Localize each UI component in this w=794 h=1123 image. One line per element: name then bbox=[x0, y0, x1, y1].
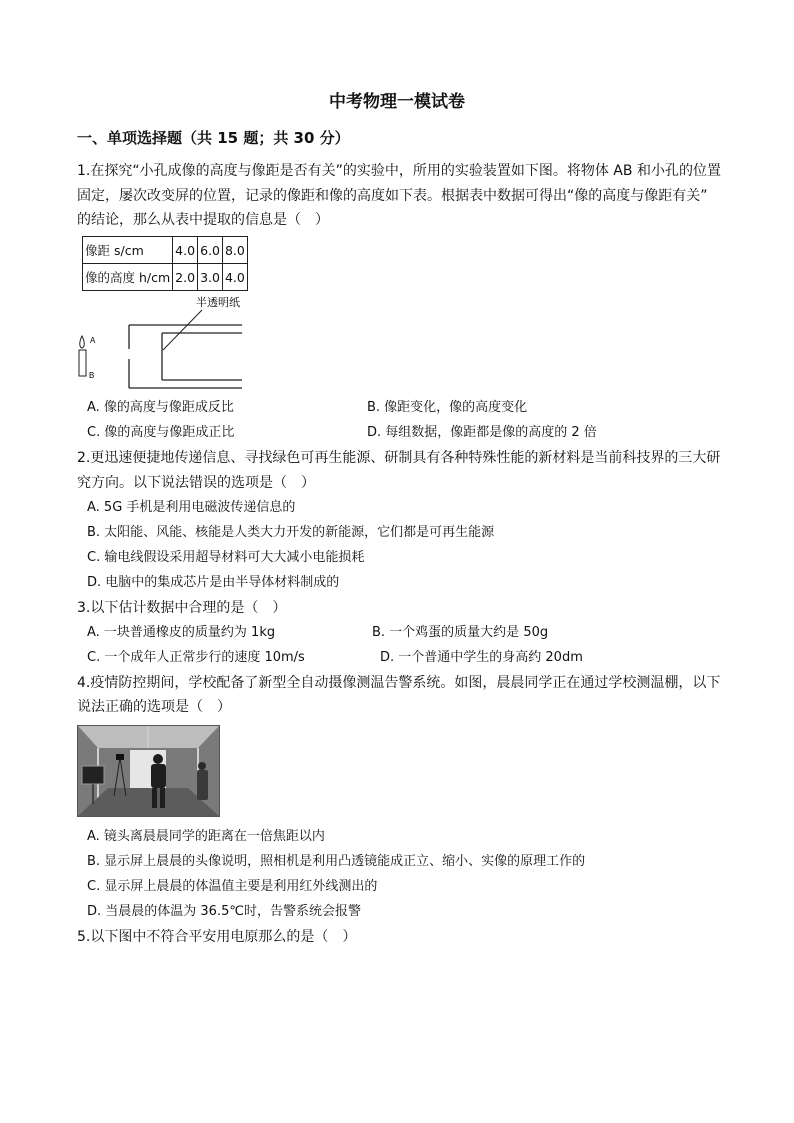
q1-option-d[interactable]: D. 每组数据，像距都是像的高度的 2 倍 bbox=[367, 425, 597, 440]
q3-option-d[interactable]: D. 一个普通中学生的身高约 20dm bbox=[380, 650, 583, 665]
label-b: B bbox=[89, 371, 95, 380]
table-cell: 6.0 bbox=[198, 237, 223, 264]
thermal-camera bbox=[116, 754, 124, 760]
table-cell: 像的高度 h/cm bbox=[83, 264, 173, 291]
table-cell: 4.0 bbox=[222, 264, 247, 291]
q4-option-d[interactable]: D. 当晨晨的体温为 36.5℃时，告警系统会报警 bbox=[87, 904, 361, 919]
table-cell: 8.0 bbox=[222, 237, 247, 264]
label-a: A bbox=[90, 336, 96, 345]
q4-line-1: 4.疫情防控期间，学校配备了新型全自动摄像测温告警系统。如图，晨晨同学正在通过学校测温棚，以下 bbox=[77, 675, 721, 691]
candle-flame bbox=[80, 336, 85, 348]
candle-body bbox=[79, 350, 86, 376]
page-title: 中考物理一模试卷 bbox=[329, 92, 465, 112]
q1-line-1: 1.在探究“小孔成像的高度与像距是否有关”的实验中，所用的实验装置如下图。将物体 AB 和小孔的位置 bbox=[77, 163, 721, 179]
section-heading: 一、单项选择题（共 15 题；共 30 分） bbox=[77, 129, 350, 147]
staff-head bbox=[198, 762, 206, 770]
tent-photo-graphic bbox=[78, 726, 219, 816]
table-cell: 3.0 bbox=[198, 264, 223, 291]
q4-option-c[interactable]: C. 显示屏上晨晨的体温值主要是利用红外线测出的 bbox=[87, 879, 378, 894]
table-row bbox=[83, 237, 248, 264]
q4-option-a[interactable]: A. 镜头离晨晨同学的距离在一倍焦距以内 bbox=[87, 829, 325, 844]
q1-line-3: 的结论，那么从表中提取的信息是（ ） bbox=[77, 212, 329, 228]
table-row bbox=[83, 264, 248, 291]
student-leg-right bbox=[160, 788, 165, 808]
q2-line-2: 究方向。以下说法错误的选项是（ ） bbox=[77, 475, 315, 491]
monitor-screen bbox=[82, 766, 104, 784]
q1-option-b[interactable]: B. 像距变化，像的高度变化 bbox=[367, 400, 528, 415]
pinhole-diagram bbox=[72, 292, 252, 392]
q4-line-2: 说法正确的选项是（ ） bbox=[77, 699, 231, 715]
student-body bbox=[151, 764, 166, 788]
q1-line-2: 固定，屡次改变屏的位置，记录的像距和像的高度如下表。根据表中数据可得出“像的高度与像距有关” bbox=[77, 188, 708, 204]
q1-data-table bbox=[82, 236, 248, 291]
q2-option-a[interactable]: A. 5G 手机是利用电磁波传递信息的 bbox=[87, 500, 296, 515]
student-head bbox=[153, 754, 163, 764]
q2-option-c[interactable]: C. 输电线假设采用超导材料可大大减小电能损耗 bbox=[87, 550, 365, 565]
q3-line-1: 3.以下估计数据中合理的是（ ） bbox=[77, 600, 287, 616]
q2-option-d[interactable]: D. 电脑中的集成芯片是由半导体材料制成的 bbox=[87, 575, 340, 590]
q5-line-1: 5.以下图中不符合平安用电原那么的是（ ） bbox=[77, 929, 357, 945]
screen-label-pointer bbox=[163, 310, 202, 350]
q4-option-b[interactable]: B. 显示屏上晨晨的头像说明，照相机是利用凸透镜能成正立、缩小、实像的原理工作的 bbox=[87, 854, 586, 869]
q1-option-c[interactable]: C. 像的高度与像距成正比 bbox=[87, 425, 235, 440]
q2-line-1: 2.更迅速便捷地传递信息、寻找绿色可再生能源、研制具有各种特殊性能的新材料是当前科技界的三大研 bbox=[77, 450, 721, 466]
q3-option-a[interactable]: A. 一块普通橡皮的质量约为 1kg bbox=[87, 625, 276, 640]
q1-option-a[interactable]: A. 像的高度与像距成反比 bbox=[87, 400, 234, 415]
q3-option-b[interactable]: B. 一个鸡蛋的质量大约是 50g bbox=[372, 625, 549, 640]
q2-option-b[interactable]: B. 太阳能、风能、核能是人类大力开发的新能源，它们都是可再生能源 bbox=[87, 525, 495, 540]
q3-option-c[interactable]: C. 一个成年人正常步行的速度 10m/s bbox=[87, 650, 305, 665]
staff-body bbox=[197, 770, 208, 800]
screen-label: 半透明纸 bbox=[196, 296, 240, 309]
student-leg-left bbox=[152, 788, 157, 808]
table-cell: 像距 s/cm bbox=[83, 237, 173, 264]
table-cell: 4.0 bbox=[173, 237, 198, 264]
temperature-check-photo bbox=[77, 725, 220, 817]
table-cell: 2.0 bbox=[173, 264, 198, 291]
